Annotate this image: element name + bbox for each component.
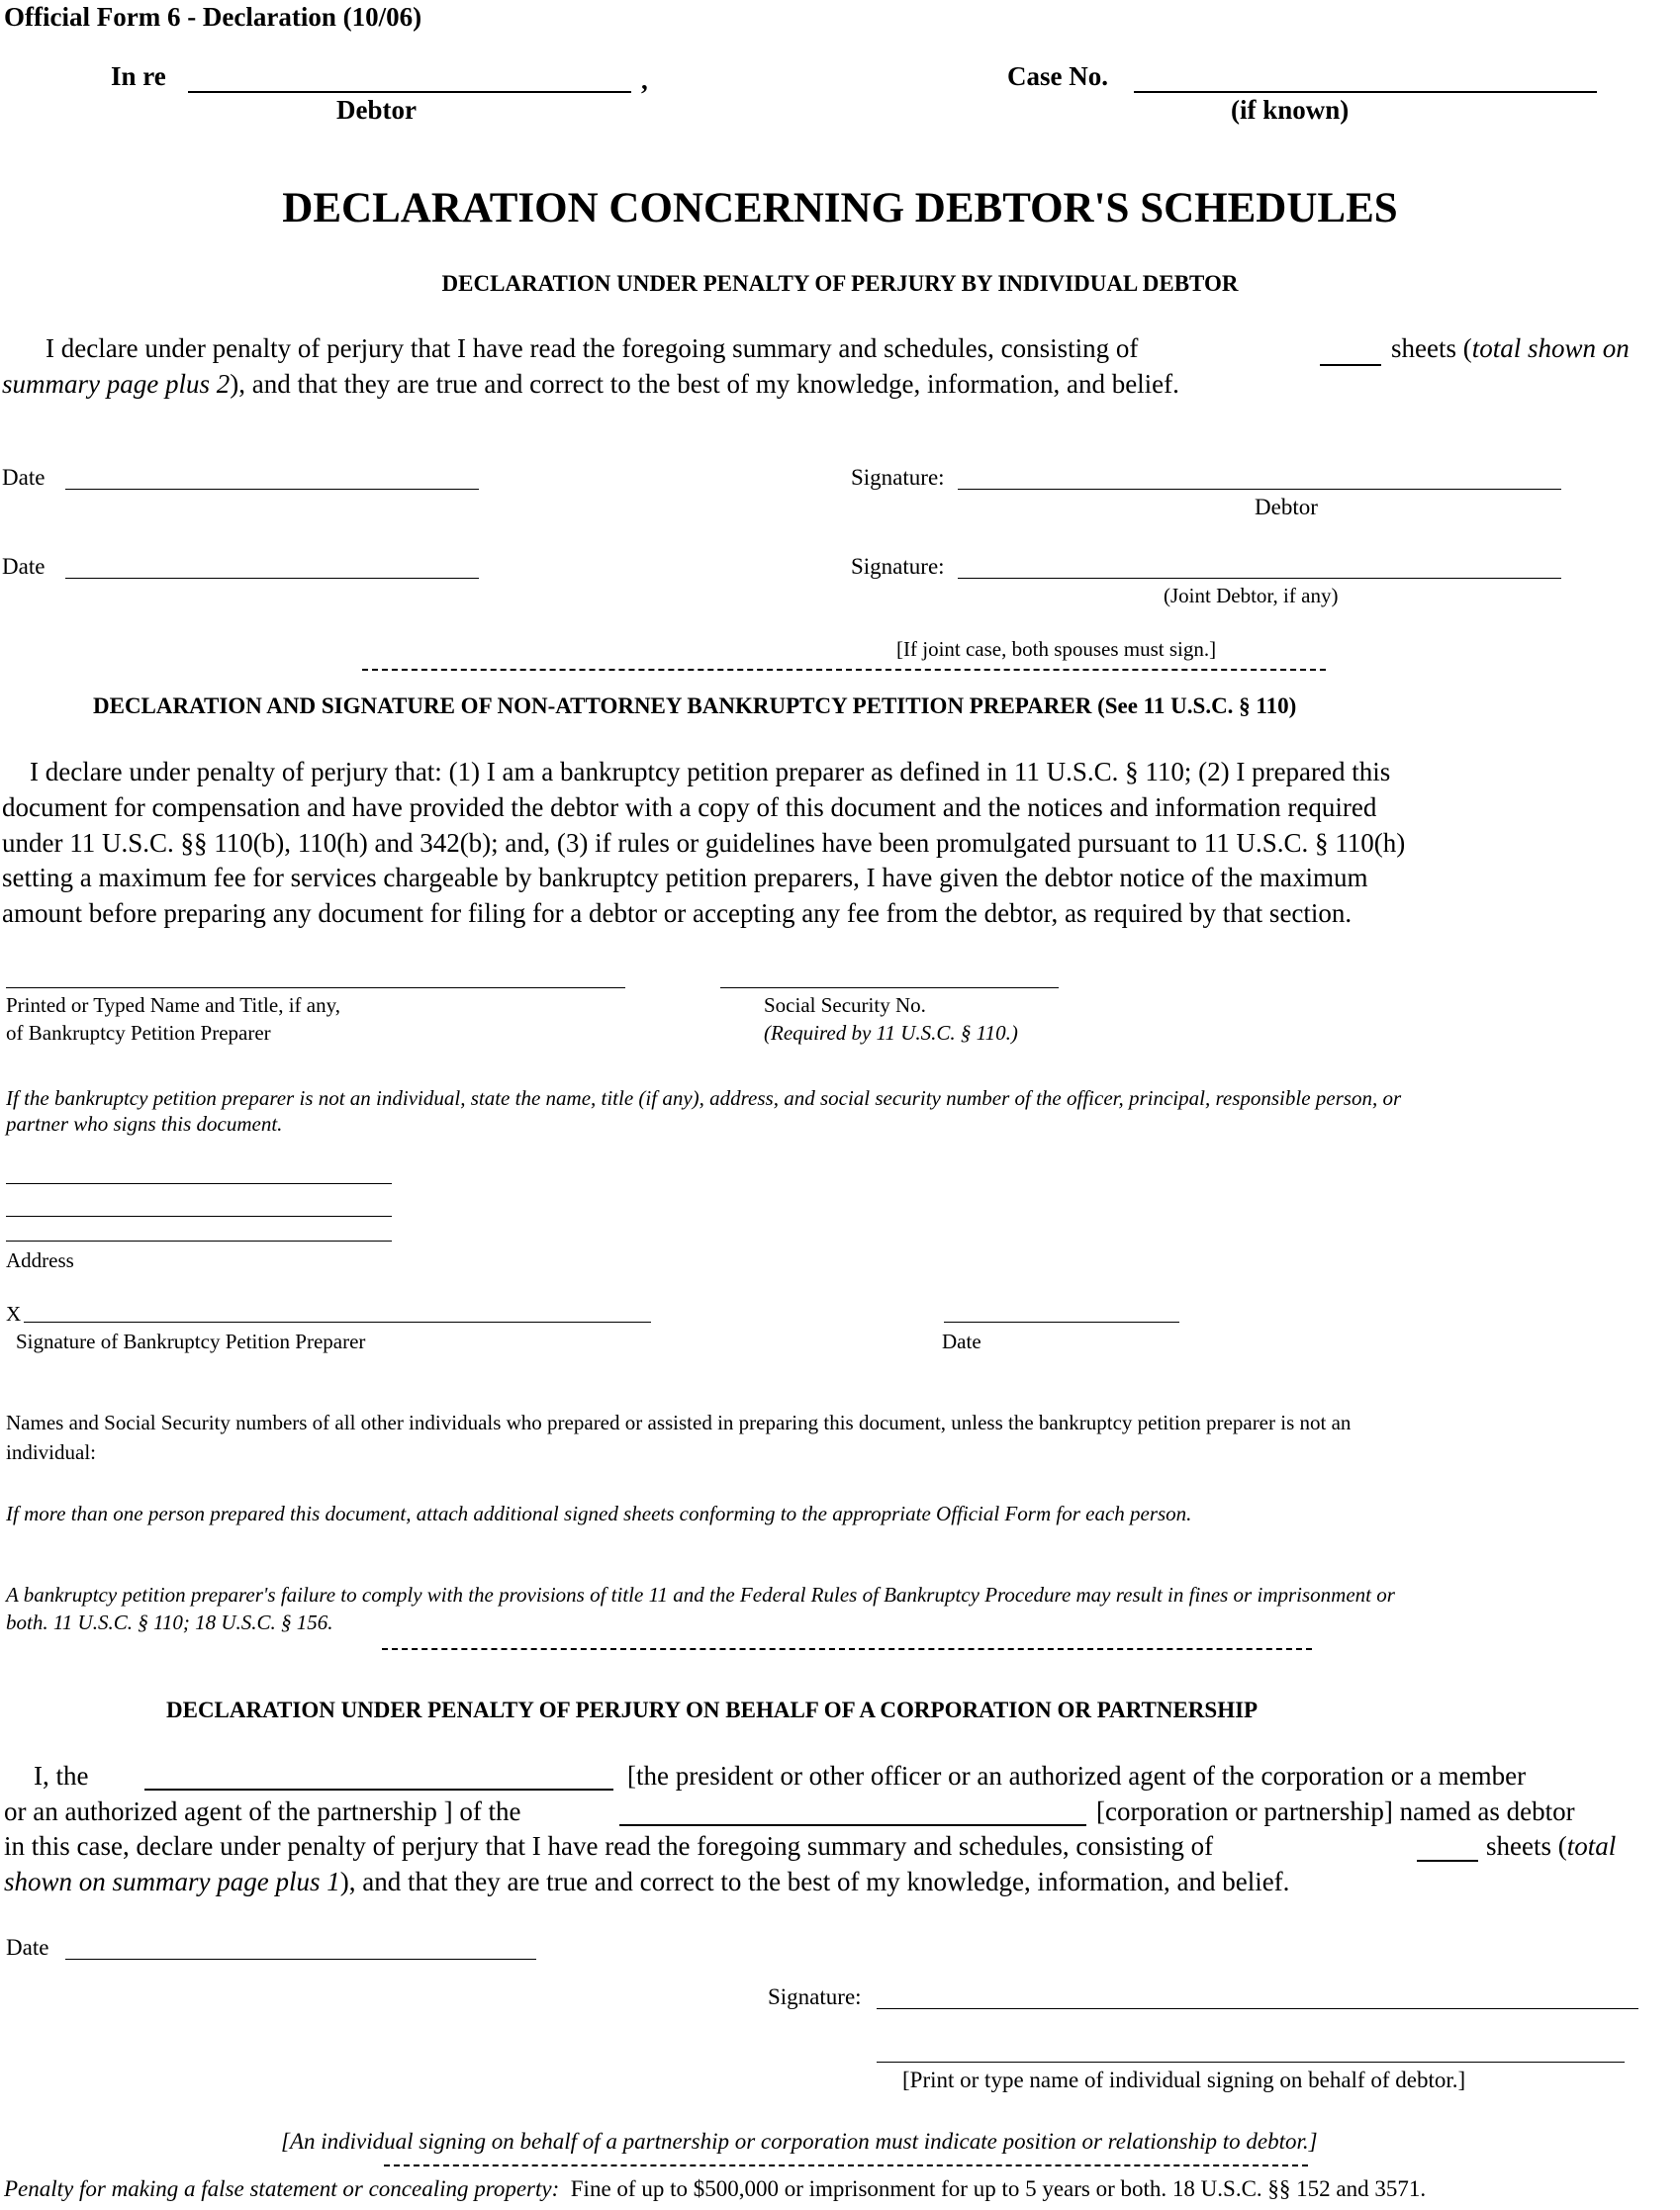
debtor-label: Debtor xyxy=(336,95,417,125)
joint-note: [If joint case, both spouses must sign.] xyxy=(896,637,1217,661)
officer-line-1[interactable] xyxy=(6,1183,392,1184)
individual-text-1: I declare under penalty of perjury that I have read the foregoing summary and schedules, consisting of xyxy=(46,333,1139,363)
preparer-date-field[interactable] xyxy=(944,1322,1179,1323)
comma: , xyxy=(641,65,648,95)
corp-line-4b: ), and that they are true and correct to the best of my knowledge, information, and belief. xyxy=(339,1867,1290,1896)
penalty-label: Penalty for making a false statement or concealing property: xyxy=(4,2176,560,2201)
corporation-name-field[interactable] xyxy=(619,1824,1086,1826)
ssn-caption: Social Security No. xyxy=(764,993,926,1017)
x-mark: X xyxy=(6,1302,22,1326)
print-name-caption: [Print or type name of individual signing on behalf of debtor.] xyxy=(902,2068,1466,2092)
not-individual-line-1: If the bankruptcy petition preparer is not an individual, state the name, title (if any), address, and social security number of the officer, principal, responsible person, or xyxy=(6,1086,1402,1110)
divider-3 xyxy=(384,2164,1308,2166)
failure-line-1: A bankruptcy petition preparer's failure to comply with the provisions of title 11 and the Federal Rules of Bankruptcy Procedure may result in fines or imprisonment or xyxy=(6,1583,1395,1607)
divider-1 xyxy=(362,669,1326,671)
officer-line-3[interactable] xyxy=(6,1241,392,1242)
corp-line-2a: or an authorized agent of the partnership ] of the xyxy=(4,1796,521,1826)
corp-line-2b: [corporation or partnership] named as debtor xyxy=(1096,1796,1575,1826)
position-note: [An individual signing on behalf of a partnership or corporation must indicate position or relationship to debtor.] xyxy=(281,2129,1318,2154)
joint-signature-field[interactable] xyxy=(958,578,1561,579)
corp-signature-label: Signature: xyxy=(768,1984,862,2009)
preparer-line-4: setting a maximum fee for services chargeable by bankruptcy petition preparers, I have given the debtor notice of the maximum xyxy=(2,863,1368,892)
date-field-2[interactable] xyxy=(65,578,479,579)
names-ssn-line-1: Names and Social Security numbers of all other individuals who prepared or assisted in preparing this document, unless the bankruptcy petition preparer is not an xyxy=(6,1411,1352,1434)
corp-date-label: Date xyxy=(6,1935,49,1960)
name-caption-1: Printed or Typed Name and Title, if any, xyxy=(6,993,340,1017)
preparer-line-2: document for compensation and have provided the debtor with a copy of this document and the notices and information required xyxy=(2,792,1377,822)
individual-italic-1: total shown on xyxy=(1471,333,1630,363)
sheets-count-field[interactable] xyxy=(1320,364,1381,366)
corp-signature-field[interactable] xyxy=(877,2008,1638,2009)
failure-line-2: both. 11 U.S.C. § 110; 18 U.S.C. § 156. xyxy=(6,1611,333,1634)
corp-date-field[interactable] xyxy=(65,1959,536,1960)
debtor-signature-field[interactable] xyxy=(958,489,1561,490)
corp-line-3b: sheets ( xyxy=(1486,1831,1567,1861)
corp-line-3c: total xyxy=(1566,1831,1617,1861)
preparer-name-field[interactable] xyxy=(6,987,625,988)
corp-line-1a: I, the xyxy=(34,1761,89,1791)
officer-name-field[interactable] xyxy=(144,1789,613,1791)
not-individual-line-2: partner who signs this document. xyxy=(6,1112,283,1136)
individual-heading: DECLARATION UNDER PENALTY OF PERJURY BY INDIVIDUAL DEBTOR xyxy=(441,271,1239,296)
date-label-2: Date xyxy=(2,554,46,579)
signature-label-1: Signature: xyxy=(851,465,945,490)
preparer-line-5: amount before preparing any document for filing for a debtor or accepting any fee from the debtor, as required by that section. xyxy=(2,898,1353,928)
form-id: Official Form 6 - Declaration (10/06) xyxy=(4,2,422,32)
debtor-name-field[interactable] xyxy=(188,91,631,93)
preparer-line-1: I declare under penalty of perjury that: (1) I am a bankruptcy petition preparer as defined in 11 U.S.C. § 110; (2) I prepared this xyxy=(30,757,1391,786)
date-field-1[interactable] xyxy=(65,489,479,490)
corp-line-4a: shown on summary page plus 1 xyxy=(4,1867,340,1896)
corp-line-1b: [the president or other officer or an authorized agent of the corporation or a member xyxy=(627,1761,1527,1791)
corp-line-3a: in this case, declare under penalty of perjury that I have read the foregoing summary and schedules, consisting of xyxy=(4,1831,1214,1861)
print-name-field[interactable] xyxy=(877,2062,1625,2063)
ssn-required: (Required by 11 U.S.C. § 110.) xyxy=(764,1021,1018,1045)
corp-sheets-count-field[interactable] xyxy=(1417,1860,1478,1862)
joint-caption: (Joint Debtor, if any) xyxy=(1164,584,1339,607)
individual-text-2: sheets ( xyxy=(1391,333,1472,363)
more-than-one-note: If more than one person prepared this document, attach additional signed sheets conforming to the appropriate Official Form for each person. xyxy=(6,1502,1192,1525)
signature-label-2: Signature: xyxy=(851,554,945,579)
preparer-ssn-field[interactable] xyxy=(720,987,1059,988)
signature-caption: Signature of Bankruptcy Petition Preparer xyxy=(16,1330,366,1353)
in-re-label: In re xyxy=(111,61,166,91)
preparer-line-3: under 11 U.S.C. §§ 110(b), 110(h) and 342(b); and, (3) if rules or guidelines have been promulgated pursuant to 11 U.S.C. § 110(h) xyxy=(2,828,1406,858)
address-label: Address xyxy=(6,1248,74,1272)
preparer-signature-field[interactable] xyxy=(24,1322,651,1323)
preparer-heading: DECLARATION AND SIGNATURE OF NON-ATTORNEY BANKRUPTCY PETITION PREPARER (See 11 U.S.C. § 110) xyxy=(93,693,1297,718)
case-no-label: Case No. xyxy=(1007,61,1108,91)
individual-italic-2: summary page plus 2 xyxy=(2,369,231,399)
names-ssn-line-2: individual: xyxy=(6,1440,96,1464)
officer-line-2[interactable] xyxy=(6,1216,392,1217)
date-caption: Date xyxy=(942,1330,981,1353)
case-no-field[interactable] xyxy=(1134,91,1597,93)
page-title: DECLARATION CONCERNING DEBTOR'S SCHEDULES xyxy=(282,185,1398,231)
individual-text-3: ), and that they are true and correct to the best of my knowledge, information, and belief. xyxy=(230,369,1179,399)
penalty-text: Fine of up to $500,000 or imprisonment for up to 5 years or both. 18 U.S.C. §§ 152 and 3571. xyxy=(570,2176,1427,2201)
name-caption-2: of Bankruptcy Petition Preparer xyxy=(6,1021,271,1045)
if-known-label: (if known) xyxy=(1231,95,1350,125)
corporation-heading: DECLARATION UNDER PENALTY OF PERJURY ON BEHALF OF A CORPORATION OR PARTNERSHIP xyxy=(166,1698,1259,1722)
divider-2 xyxy=(382,1648,1312,1650)
debtor-caption: Debtor xyxy=(1255,495,1318,519)
date-label-1: Date xyxy=(2,465,46,490)
